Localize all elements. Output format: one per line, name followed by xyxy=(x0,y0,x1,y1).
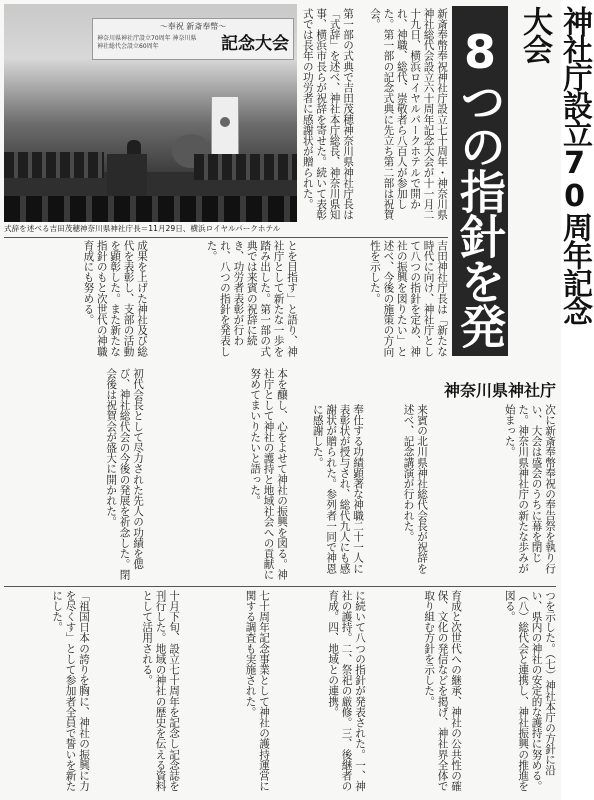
body-col-1: 新斎奉幣奉祝神社庁設立七十周年・神奈川県神社総代会設立六十周年記念大会が十一月二十九日、横浜ロイヤルパークホテルで開かれ、神職、総代、崇敬者ら八百人が参加した。第一部の記念式典に先立ち第二部は祝賀会。 xyxy=(368,8,448,220)
divider-rule-bottom xyxy=(4,586,556,587)
body-col-7: 本を醸し、心をよせて神社の振興を図る。神社庁として神社の護持と地域社会への貢献に努めてまいりたいと語った。 xyxy=(249,368,288,580)
banner-top-text: 〜奉祝 新斎奉幣〜 xyxy=(159,22,227,31)
stage-banner xyxy=(92,18,294,60)
headline-sub: 神社庁設立70周年記念大会 xyxy=(517,6,592,324)
guest-row-right xyxy=(194,154,297,180)
banner-sub-text: 神奈川県神社庁設立70周年 神奈川県神社総代会設立60周年 xyxy=(97,35,197,50)
body-col-12: 十月下旬、設立七十周年を記念し記念誌を刊行した。地域の神社の歴史を伝える資料として活用される。 xyxy=(141,590,180,792)
body-col-5: 成果を上げた神社及び総代を表彰し、支部の活動を顕彰した。また新たな指針のもと次世代の神職育成にも努める。 xyxy=(82,240,148,357)
body-col-3: 吉田神社庁長は「新たな時代に向け、神社庁として八つの指針を定め、神社の振興を図りたい」と述べ、今後の施策の方向性を示した。 xyxy=(368,240,448,357)
body-col-6: 初代会長として尽力された先人の功績を偲び、神社総代会の今後の発展を祈念した。閉会後は祝賀会が盛大に開かれた。 xyxy=(105,368,144,580)
body-col-9: 来賓の北川県神社総代会長が祝辞を述べ、記念講演が行われた。 xyxy=(402,404,428,574)
guest-row-left xyxy=(4,152,104,178)
audience-row xyxy=(4,196,297,222)
flag-icon xyxy=(211,96,239,156)
divider-rule xyxy=(4,237,448,238)
body-col-2: 第一部の式典で吉田茂穂神奈川県神社庁長は「式辞」を述べ、神社本庁総長、神奈川県知事、横浜市長らが祝辞を寄せた。続いて表彰式では長年の功労者に感謝状が贈られた。 xyxy=(301,8,354,220)
body-col-13: 七十周年記念事業として神社の護持運営に関する調査も実施された。 xyxy=(244,590,270,792)
body-col-16: つを示した。（七）神社本庁の方針に沿い、県内の神社の安定的な護持に努める。（八）総代会と連携し、神社振興の推進を図る。 xyxy=(503,590,556,792)
body-col-15: 育成と次世代への継承、神社の公共性の確保、文化の発信などを掲げ、神社界全体で取り組む方針を示した。 xyxy=(423,590,462,792)
headline-main: 8つの指針を発表 xyxy=(397,24,507,348)
photo-caption: 式辞を述べる吉田茂穂神奈川県神社庁長＝11月29日、横浜ロイヤルパークホテル xyxy=(4,224,281,233)
body-col-4: とを目指す」と語り、神社庁として新たな一歩を踏み出した。第一部の式典では来賓の祝辞に続き、功労者表彰が行われ、八つの指針を発表した。 xyxy=(205,240,298,357)
podium xyxy=(107,154,147,198)
body-col-11: 「祖国日本の誇りを胸に、神社の振興に力を尽くす」として参加者全員で誓いを新たにした。 xyxy=(51,590,90,792)
body-col-8: 奉仕する功績顕著な神職二十一人に表彰状が授与され、総代九人にも感謝状が贈られた。参列者一同で神恩に感謝した。 xyxy=(311,404,364,574)
event-photo xyxy=(4,4,297,222)
byline: 神奈川県神社庁 xyxy=(443,381,556,400)
body-col-14: に続いて八つの指針が発表された。一、神社の護持。二、祭祀の厳修。三、後継者の育成。四、地域との連携。 xyxy=(327,590,366,792)
banner-main-text: 記念大会 xyxy=(221,34,289,54)
body-col-10: 次に新斎奉幣奉祝の奉告祭を執り行い、大会は盛会のうちに幕を閉じた。神奈川県神社庁の新たな歩みが始まった。 xyxy=(503,404,556,574)
